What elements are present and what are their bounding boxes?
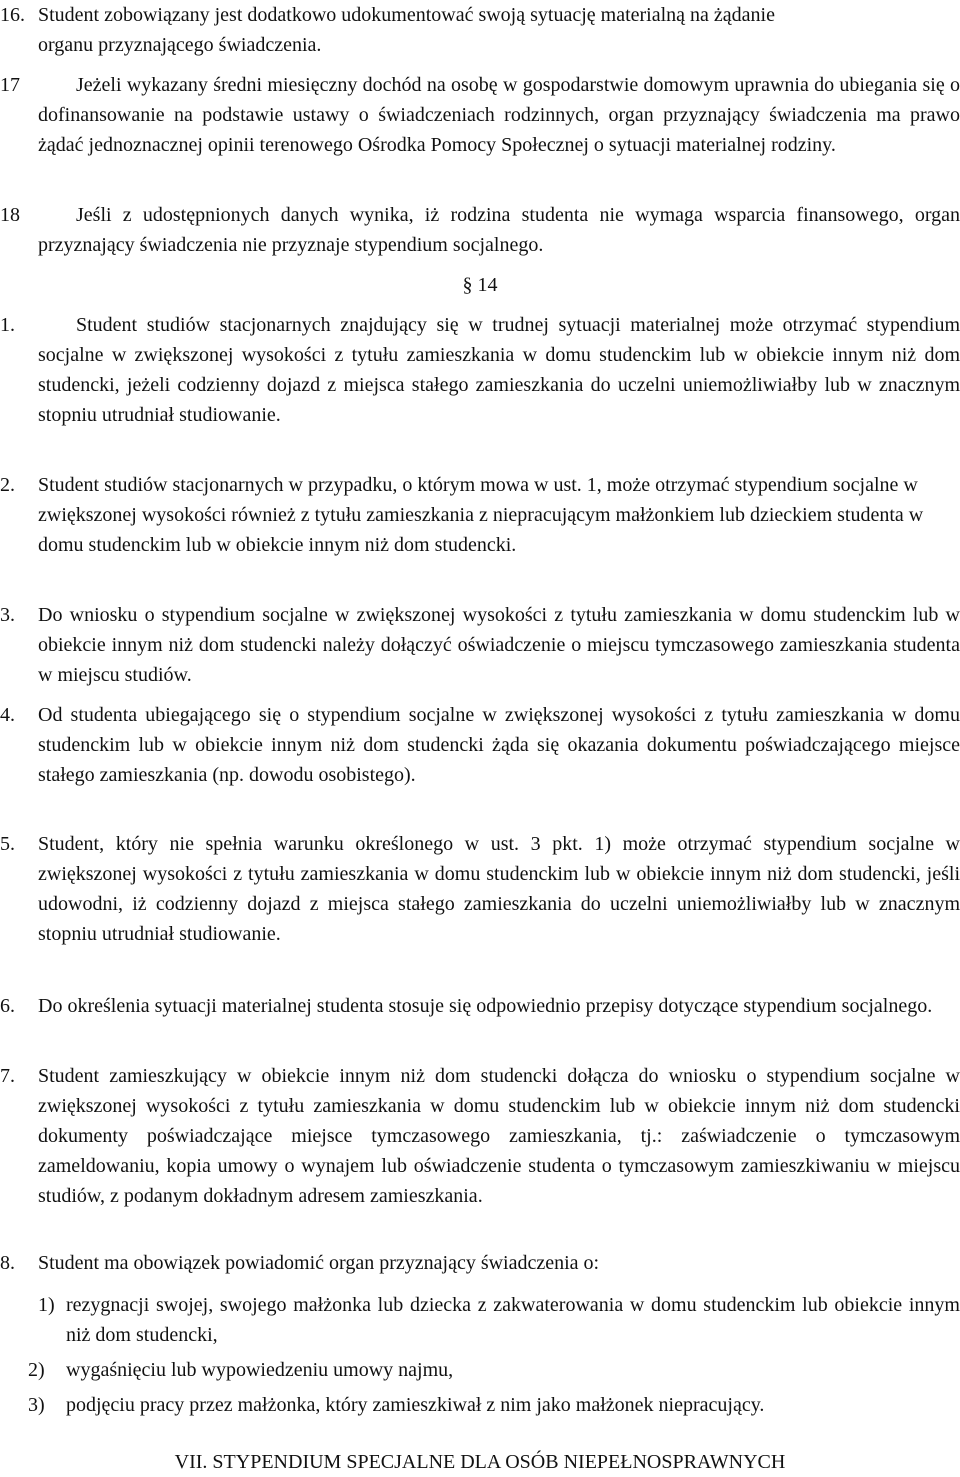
list-item-17 (0, 70, 960, 160)
item-text: Jeżeli wykazany średni miesięczny dochód na osobę w gospodarstwie domowym uprawnia do ubiegania się o dofinansowanie na podstawie ustawy o świadczeniach rodzinnych, organ przyznający świadczenia ma prawo żądać jednoznacznej opinii terenowego Ośrodka Pomocy Społecznej o sytuacji materialnej rodziny. (38, 74, 960, 156)
item-text: Jeśli z udostępnionych danych wynika, iż rodzina studenta nie wymaga wsparcia finansowego, organ przyznający świadczenia nie przyznaje stypendium socjalnego. (38, 204, 960, 256)
paragraph-number: 5. (0, 833, 15, 855)
paragraph-1 (0, 310, 960, 430)
paragraph-number: 3. (0, 604, 15, 626)
paragraph-text: Student, który nie spełnia warunku określonego w ust. 3 pkt. 1) może otrzymać stypendium socjalne w zwiększonej wysokości z tytułu zamieszkania w domu studenckim lub w obiekcie innym niż dom studencki, jeśli udowodni, iż codzienny dojazd z miejsca stałego zamieszkania do uczelni uniemożliwiałby lub w znacznym stopniu utrudniał studiowanie. (38, 833, 960, 945)
sub-item-number: 1) (38, 1294, 55, 1316)
paragraph-text: Do wniosku o stypendium socjalne w zwiększonej wysokości z tytułu zamieszkania w domu studenckim lub w obiekcie innym niż dom studencki należy dołączyć oświadczenie o miejscu tymczasowego zamieszkania studenta w miejscu studiów. (38, 604, 960, 686)
paragraph-3 (0, 600, 960, 690)
paragraph-number: 4. (0, 704, 15, 726)
sub-item-1 (0, 1290, 960, 1350)
paragraph-number: 1. (0, 314, 15, 336)
paragraph-7 (0, 1061, 960, 1211)
sub-item-text: rezygnacji swojej, swojego małżonka lub dziecka z zakwaterowania w domu studenckim lub obiekcie innym niż dom studencki, (66, 1294, 960, 1346)
list-item-16 (0, 0, 960, 60)
paragraph-5 (0, 829, 960, 949)
paragraph-text: Do określenia sytuacji materialnej studenta stosuje się odpowiednio przepisy dotyczące stypendium socjalnego. (38, 995, 933, 1017)
chapter-heading: VII. STYPENDIUM SPECJALNE DLA OSÓB NIEPEŁNOSPRAWNYCH (174, 1451, 786, 1473)
paragraph-text: Student studiów stacjonarnych w przypadku, o którym mowa w ust. 1, może otrzymać stypendium socjalne w zwiększonej wysokości również z tytułu zamieszkania z niepracującym małżonkiem lub dzieckiem studenta w domu studenckim lub w obiekcie innym niż dom studencki. (38, 474, 924, 556)
paragraph-number: 6. (0, 995, 15, 1017)
paragraph-number: 2. (0, 474, 15, 496)
sub-item-number: 3) (28, 1394, 45, 1416)
list-item-18 (0, 200, 960, 260)
paragraph-6 (0, 991, 960, 1021)
sub-item-text: podjęciu pracy przez małżonka, który zamieszkiwał z nim jako małżonek niepracujący. (66, 1394, 765, 1416)
paragraph-number: 7. (0, 1065, 15, 1087)
sub-item-text: wygaśnięciu lub wypowiedzeniu umowy najmu, (66, 1359, 454, 1381)
item-number: 16. (0, 4, 25, 26)
sub-item-number: 2) (28, 1359, 45, 1381)
section-mark: § 14 (462, 274, 498, 296)
paragraph-text: Student ma obowiązek powiadomić organ przyznający świadczenia o: (38, 1252, 600, 1274)
paragraph-text: Od studenta ubiegającego się o stypendium socjalne w zwiększonej wysokości z tytułu zamieszkania w domu studenckim lub w obiekcie innym niż dom studencki żąda się okazania dokumentu poświadczającego miejsce stałego zamieszkania (np. dowodu osobistego). (38, 704, 960, 786)
paragraph-number: 8. (0, 1252, 15, 1274)
paragraph-8 (0, 1248, 960, 1278)
paragraph-4 (0, 700, 960, 790)
item-text: Student zobowiązany jest dodatkowo udokumentować swoją sytuację materialną na żądanie organu przyznającego świadczenia. (38, 4, 775, 56)
sub-item-2 (0, 1355, 960, 1385)
paragraph-text: Student studiów stacjonarnych znajdujący się w trudnej sytuacji materialnej może otrzymać stypendium socjalne w zwiększonej wysokości z tytułu zamieszkania w domu studenckim lub w obiekcie innym niż dom studencki, jeżeli codzienny dojazd z miejsca stałego zamieszkania do uczelni uniemożliwiałby lub w znacznym stopniu utrudniał studiowanie. (38, 314, 960, 426)
sub-item-3 (0, 1390, 960, 1420)
paragraph-text: Student zamieszkujący w obiekcie innym niż dom studencki dołącza do wniosku o stypendium socjalne w zwiększonej wysokości z tytułu zamieszkania w domu studenckim lub w obiekcie innym niż dom studencki dokumenty poświadczające miejsce tymczasowego zamieszkania, tj.: zaświadczenie o tymczasowym zameldowaniu, kopia umowy o wynajem lub oświadczenie studenta o tymczasowym zamieszkiwaniu w miejscu studiów, z podanym dokładnym adresem zamieszkania. (38, 1065, 960, 1207)
item-number: 17 (0, 74, 20, 96)
paragraph-2 (0, 470, 960, 560)
item-number: 18 (0, 204, 20, 226)
sub-list (0, 1290, 960, 1420)
